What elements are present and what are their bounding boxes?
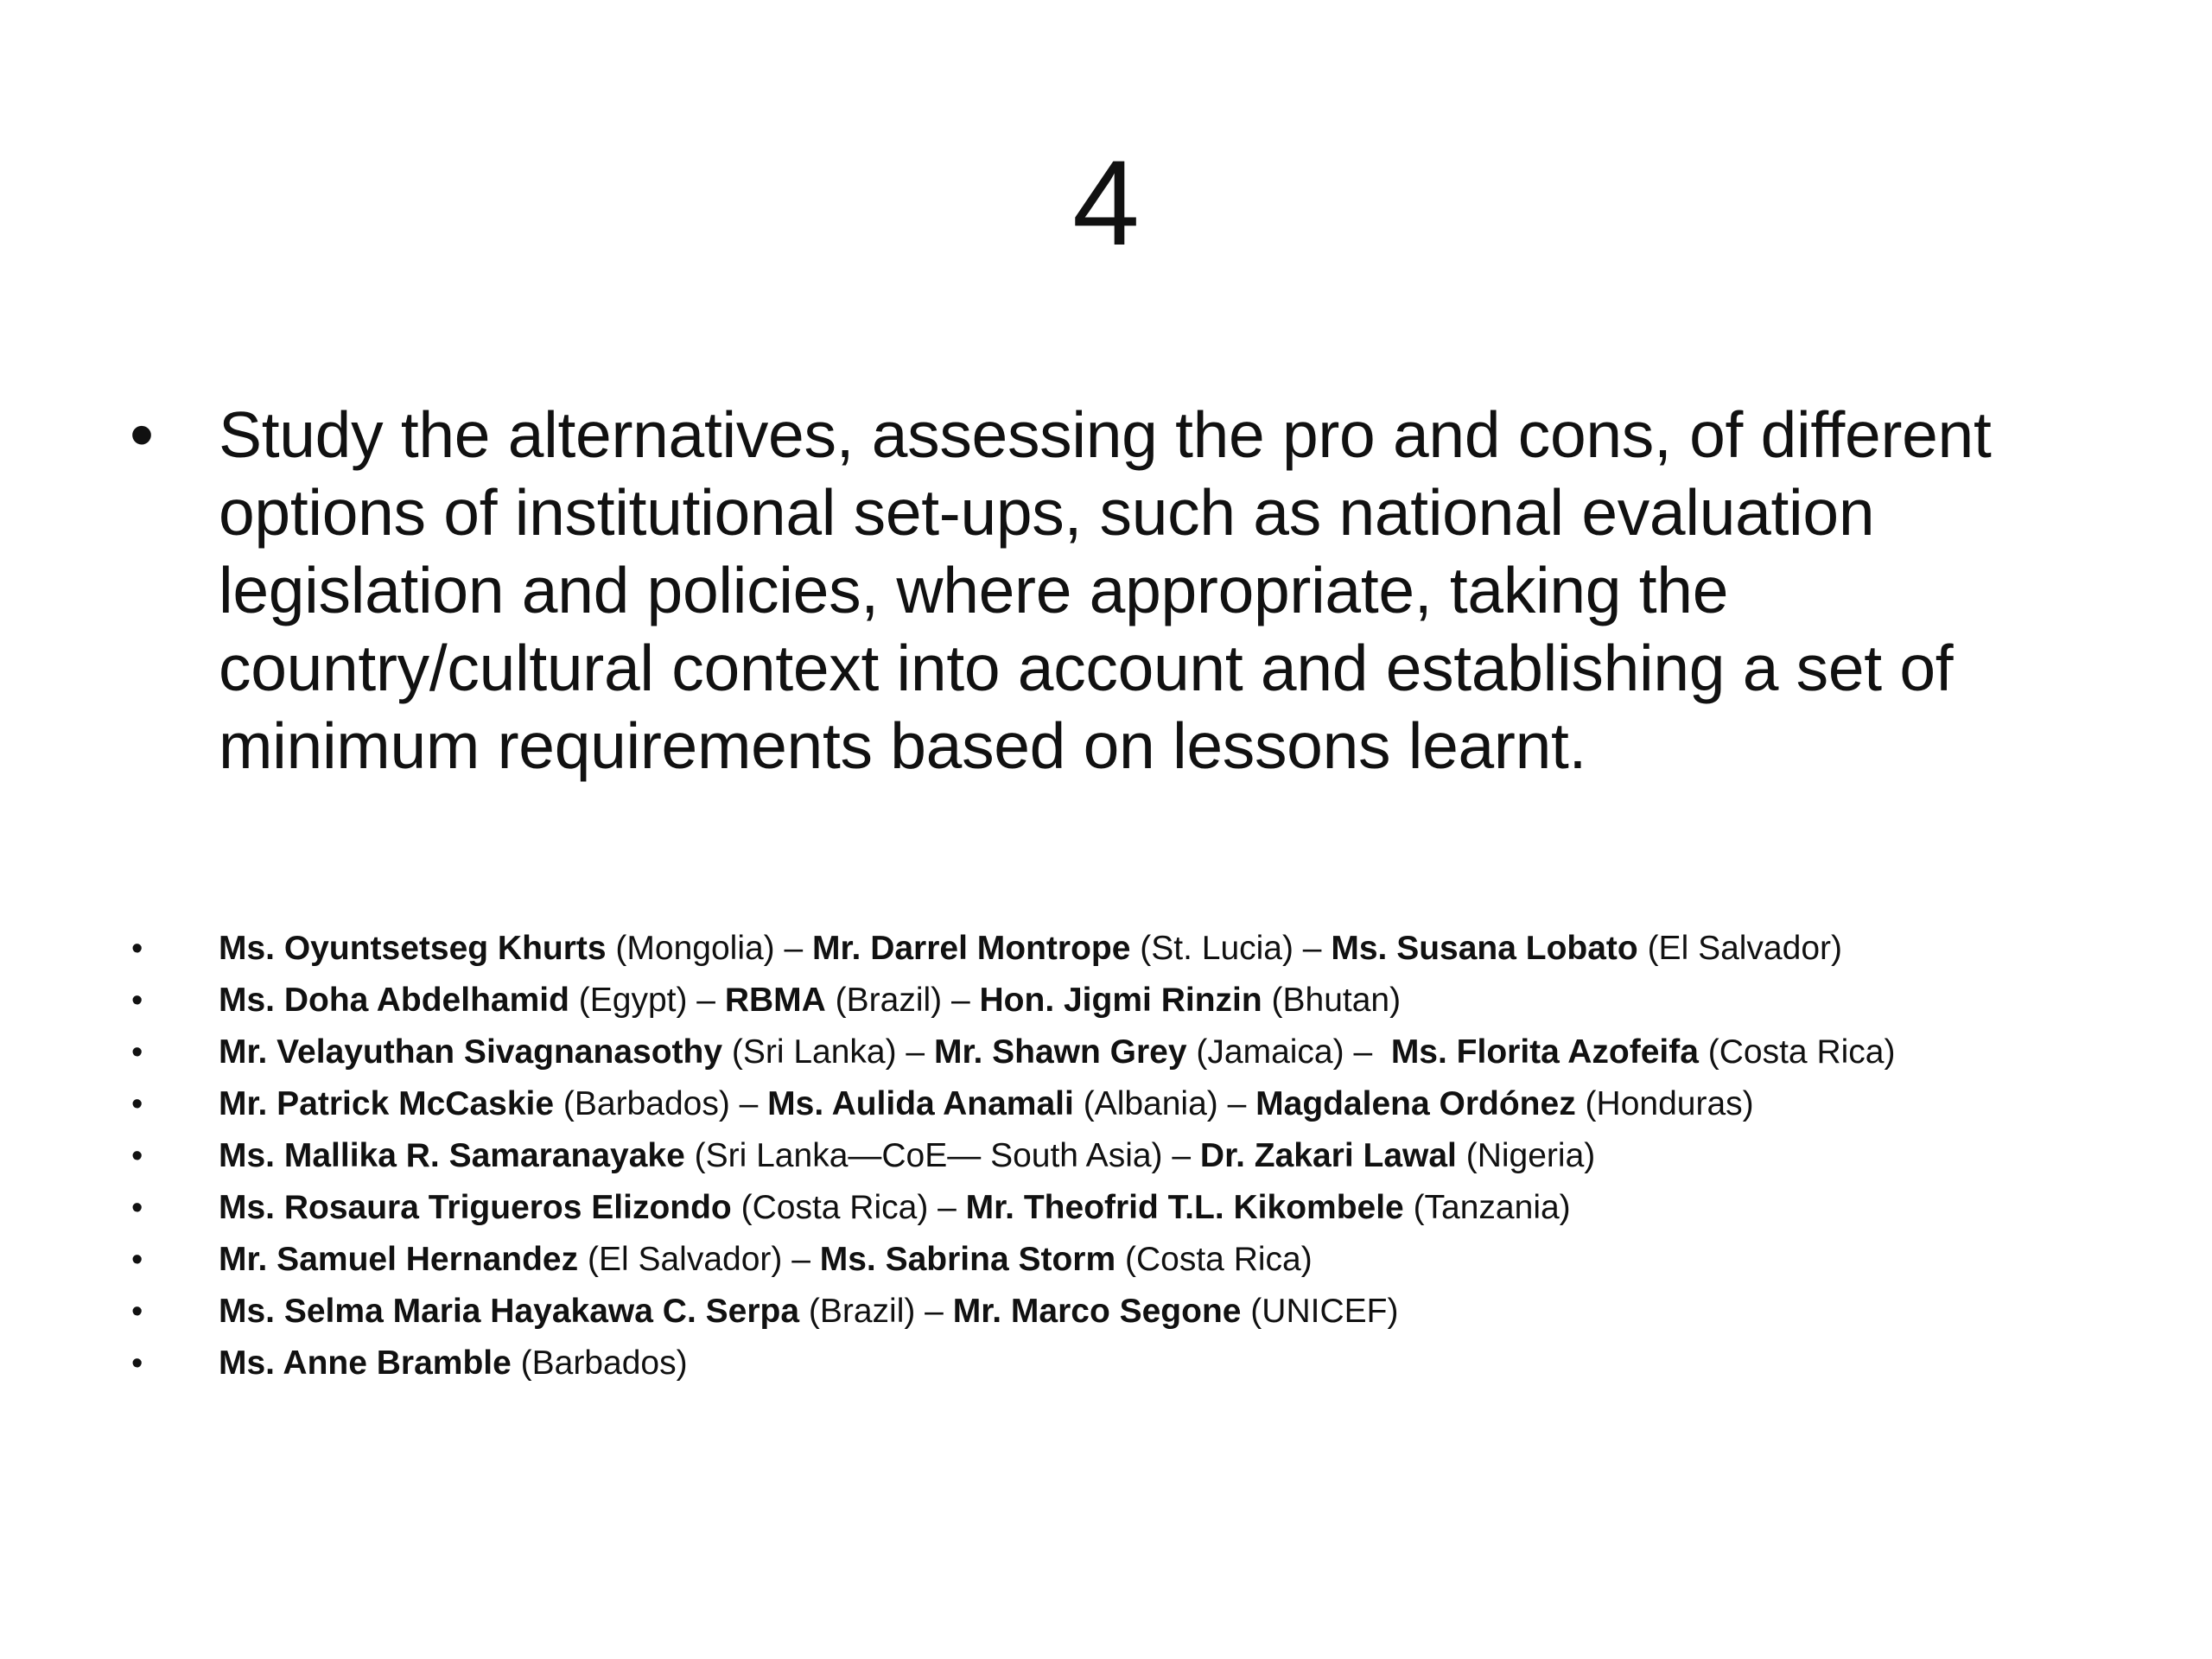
participant-affiliation: (Brazil) –: [825, 982, 980, 1019]
participant-row-text: [219, 1234, 1313, 1286]
participant-name: Mr. Samuel Hernandez: [219, 1241, 579, 1278]
participant-row: [131, 1078, 2119, 1130]
participant-name: Ms. Mallika R. Samaranayake: [219, 1137, 685, 1174]
participant-row: [131, 1182, 2119, 1234]
bullet-glyph: •: [131, 1242, 143, 1278]
participant-name: RBMA: [724, 982, 826, 1019]
participant-affiliation: (Brazil) –: [799, 1293, 953, 1330]
participant-row-text: [219, 923, 1842, 975]
participant-name: Ms. Oyuntsetseg Khurts: [219, 930, 607, 967]
participant-name: Hon. Jigmi Rinzin: [979, 982, 1262, 1019]
participant-name: Mr. Patrick McCaskie: [219, 1085, 555, 1122]
bullet-glyph: •: [131, 1190, 143, 1226]
participant-affiliation: (UNICEF): [1241, 1293, 1399, 1330]
bullet-glyph: •: [131, 1034, 143, 1071]
participant-row-text: [219, 1078, 1754, 1130]
bullet-glyph: •: [131, 1086, 143, 1122]
participant-name: Mr. Marco Segone: [952, 1293, 1242, 1330]
participant-row-text: [219, 1338, 688, 1389]
participant-affiliation: (Costa Rica): [1116, 1241, 1313, 1278]
participant-affiliation: (Bhutan): [1262, 982, 1402, 1019]
participant-row-text: [219, 975, 1401, 1027]
participant-affiliation: (Egypt) –: [569, 982, 725, 1019]
participant-affiliation: (Sri Lanka—CoE— South Asia) –: [684, 1137, 1200, 1174]
participant-row-text: [219, 1027, 1895, 1078]
participant-row: [131, 975, 2119, 1027]
participant-name: Ms. Anne Bramble: [219, 1344, 512, 1382]
participant-name: Mr. Velayuthan Sivagnanasothy: [219, 1033, 723, 1071]
participant-affiliation: (St. Lucia) –: [1130, 930, 1332, 967]
participant-affiliation: (El Salvador): [1637, 930, 1842, 967]
participant-row: [131, 1130, 2119, 1182]
participant-row: [131, 1027, 2119, 1078]
participant-row-text: [219, 1130, 1595, 1182]
participants-list: [131, 923, 2119, 1389]
participant-affiliation: (Sri Lanka) –: [722, 1033, 934, 1071]
slide-title: 4: [1072, 135, 1140, 270]
bullet-glyph: •: [131, 931, 143, 967]
participant-name: Magdalena Ordónez: [1255, 1085, 1576, 1122]
participant-name: Dr. Zakari Lawal: [1199, 1137, 1457, 1174]
participant-row: [131, 1286, 2119, 1338]
participant-name: Ms. Rosaura Trigueros Elizondo: [219, 1189, 732, 1226]
participant-name: Ms. Selma Maria Hayakawa C. Serpa: [219, 1293, 800, 1330]
participant-row-text: [219, 1286, 1398, 1338]
participant-name: Mr. Shawn Grey: [933, 1033, 1187, 1071]
participant-affiliation: (Barbados): [511, 1344, 688, 1382]
participant-row: [131, 1338, 2119, 1389]
participant-name: Ms. Aulida Anamali: [767, 1085, 1074, 1122]
main-bullet-text: Study the alternatives, assessing the pro and cons, of different options of institutional set-ups, such as national evaluation legislation and policies, where appropriate, taking the country/cultural context into account and establishing a set of minimum requirements based on lessons learnt.: [219, 398, 1992, 782]
participant-name: Ms. Susana Lobato: [1331, 930, 1638, 967]
bullet-glyph: •: [131, 1294, 143, 1330]
bullet-glyph: •: [131, 982, 143, 1019]
participant-affiliation: (Barbados) –: [554, 1085, 768, 1122]
participant-name: Ms. Doha Abdelhamid: [219, 982, 569, 1019]
participant-affiliation: (Honduras): [1575, 1085, 1754, 1122]
participant-name: Mr. Theofrid T.L. Kikombele: [965, 1189, 1404, 1226]
participant-affiliation: (Jamaica) –: [1186, 1033, 1391, 1071]
participant-row: [131, 1234, 2119, 1286]
participant-row: [131, 923, 2119, 975]
participant-affiliation: (Albania) –: [1073, 1085, 1256, 1122]
main-bullet: [130, 396, 2117, 785]
bullet-glyph: •: [130, 396, 155, 473]
participant-affiliation: (Tanzania): [1403, 1189, 1571, 1226]
participant-name: Ms. Sabrina Storm: [819, 1241, 1116, 1278]
bullet-glyph: •: [131, 1138, 143, 1174]
participant-name: Ms. Florita Azofeifa: [1390, 1033, 1699, 1071]
participant-affiliation: (Costa Rica) –: [731, 1189, 966, 1226]
participant-affiliation: (El Salvador) –: [578, 1241, 820, 1278]
participant-affiliation: (Mongolia) –: [606, 930, 813, 967]
participant-row-text: [219, 1182, 1571, 1234]
participant-affiliation: (Costa Rica): [1698, 1033, 1896, 1071]
bullet-glyph: •: [131, 1345, 143, 1382]
participant-affiliation: (Nigeria): [1456, 1137, 1596, 1174]
participant-name: Mr. Darrel Montrope: [812, 930, 1131, 967]
